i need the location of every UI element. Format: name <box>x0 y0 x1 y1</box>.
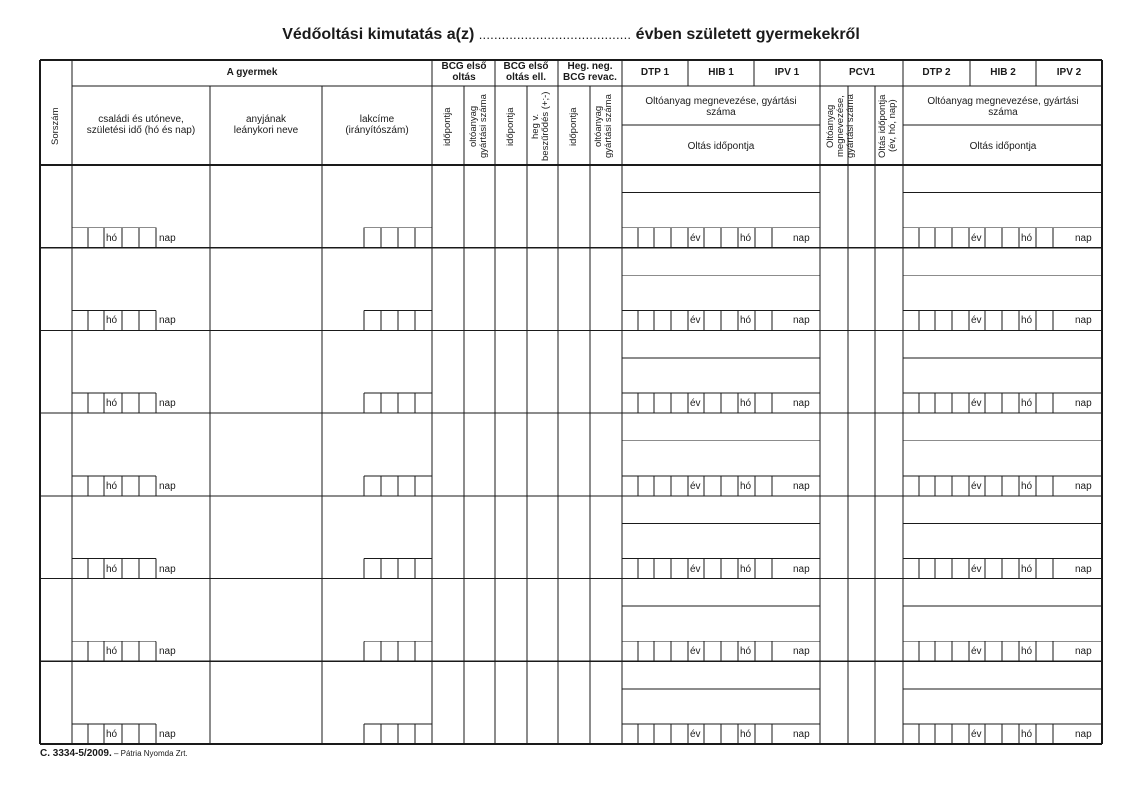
day-label: nap <box>159 563 176 575</box>
month-label: hó <box>106 232 118 244</box>
day-label: nap <box>159 729 176 740</box>
header-bcg-check: BCG első oltás ell. <box>503 61 549 83</box>
day-label: nap <box>793 646 810 658</box>
day-label: nap <box>1075 315 1092 327</box>
month-label: hó <box>1021 729 1033 740</box>
month-label: hó <box>106 398 118 410</box>
col-bcg-check-date: időpontja <box>505 107 516 147</box>
title-suffix: évben született gyermekekről <box>635 26 860 43</box>
year-label: év <box>971 646 982 658</box>
year-label: év <box>690 563 701 575</box>
day-label: nap <box>1075 729 1092 740</box>
form-title <box>0 26 1142 44</box>
year-label: év <box>971 398 982 410</box>
month-label: hó <box>1021 315 1033 327</box>
header-child: A gyermek <box>226 67 278 78</box>
title-prefix: Védőoltási kimutatás a(z) <box>282 26 475 43</box>
month-label: hó <box>740 563 752 575</box>
year-label: év <box>971 315 982 327</box>
col-mother: anyjának leánykori neve <box>233 114 299 136</box>
header-pcv1: PCV1 <box>848 67 876 78</box>
month-label: hó <box>1021 232 1033 244</box>
month-label: hó <box>740 232 752 244</box>
col-name-dob: családi és utóneve, születési idő (hó és nap) <box>86 114 196 136</box>
header-scar-neg: Heg. neg. BCG revac. <box>563 61 617 83</box>
year-label: év <box>690 315 701 327</box>
col-bcg-first-date: időpontja <box>442 107 453 147</box>
col-vacc-date-2: Oltás időpontja <box>969 141 1037 152</box>
month-label: hó <box>740 646 752 658</box>
header-dtp2: DTP 2 <box>922 67 951 78</box>
col-vaccine-name-2: Oltóanyag megnevezése, gyártási száma <box>927 96 1079 118</box>
day-label: nap <box>1075 480 1092 492</box>
month-label: hó <box>740 729 752 740</box>
header-ipv2: IPV 2 <box>1056 67 1082 78</box>
header-ipv1: IPV 1 <box>774 67 800 78</box>
header-hib1: HIB 1 <box>708 67 734 78</box>
day-label: nap <box>793 315 810 327</box>
day-label: nap <box>1075 232 1092 244</box>
day-label: nap <box>159 232 176 244</box>
month-label: hó <box>740 398 752 410</box>
header-hib2: HIB 2 <box>990 67 1016 78</box>
month-label: hó <box>106 729 118 740</box>
col-pcv-date: Oltás időpontja (év, hó, nap) <box>877 94 898 158</box>
header-bcg-first: BCG első oltás <box>441 61 487 83</box>
day-label: nap <box>1075 563 1092 575</box>
month-label: hó <box>106 315 118 327</box>
month-label: hó <box>1021 646 1033 658</box>
year-label: év <box>971 480 982 492</box>
month-label: hó <box>1021 398 1033 410</box>
col-vaccine-name-1: Oltóanyag megnevezése, gyártási száma <box>645 96 797 118</box>
form-code: C. 3334-5/2009. <box>40 748 112 759</box>
col-revac-batch: oltóanyag gyártási száma <box>593 94 614 158</box>
month-label: hó <box>1021 480 1033 492</box>
month-label: hó <box>1021 563 1033 575</box>
col-vacc-date-1: Oltás időpontja <box>687 141 755 152</box>
year-label: év <box>971 232 982 244</box>
day-label: nap <box>159 480 176 492</box>
day-label: nap <box>793 232 810 244</box>
month-label: hó <box>106 563 118 575</box>
publisher: – Pátria Nyomda Zrt. <box>111 749 188 758</box>
year-label: év <box>690 480 701 492</box>
month-label: hó <box>740 315 752 327</box>
day-label: nap <box>793 729 810 740</box>
year-label: év <box>971 729 982 740</box>
year-label: év <box>690 729 701 740</box>
year-label: év <box>690 232 701 244</box>
year-label: év <box>971 563 982 575</box>
col-pcv-vaccine: Oltóanyag megnevezése, gyártási száma <box>825 94 856 158</box>
col-revac-date: időpontja <box>568 107 579 147</box>
day-label: nap <box>159 398 176 410</box>
day-label: nap <box>159 646 176 658</box>
day-label: nap <box>793 398 810 410</box>
form-footer <box>40 748 188 759</box>
day-label: nap <box>793 480 810 492</box>
day-label: nap <box>159 315 176 327</box>
header-dtp1: DTP 1 <box>640 67 670 78</box>
day-label: nap <box>1075 398 1092 410</box>
col-bcg-first-batch: oltóanyag gyártási száma <box>468 94 489 158</box>
day-label: nap <box>793 563 810 575</box>
day-label: nap <box>1075 646 1092 658</box>
month-label: hó <box>106 646 118 658</box>
year-fill-in-field[interactable]: ........................................ <box>478 27 632 42</box>
col-address: lakcíme (irányítószám) <box>345 114 409 136</box>
year-label: év <box>690 398 701 410</box>
month-label: hó <box>106 480 118 492</box>
year-label: év <box>690 646 701 658</box>
col-serial: Sorszám <box>50 107 61 145</box>
col-bcg-check-scar: heg v. beszűrődés (+;-) <box>530 91 551 161</box>
month-label: hó <box>740 480 752 492</box>
